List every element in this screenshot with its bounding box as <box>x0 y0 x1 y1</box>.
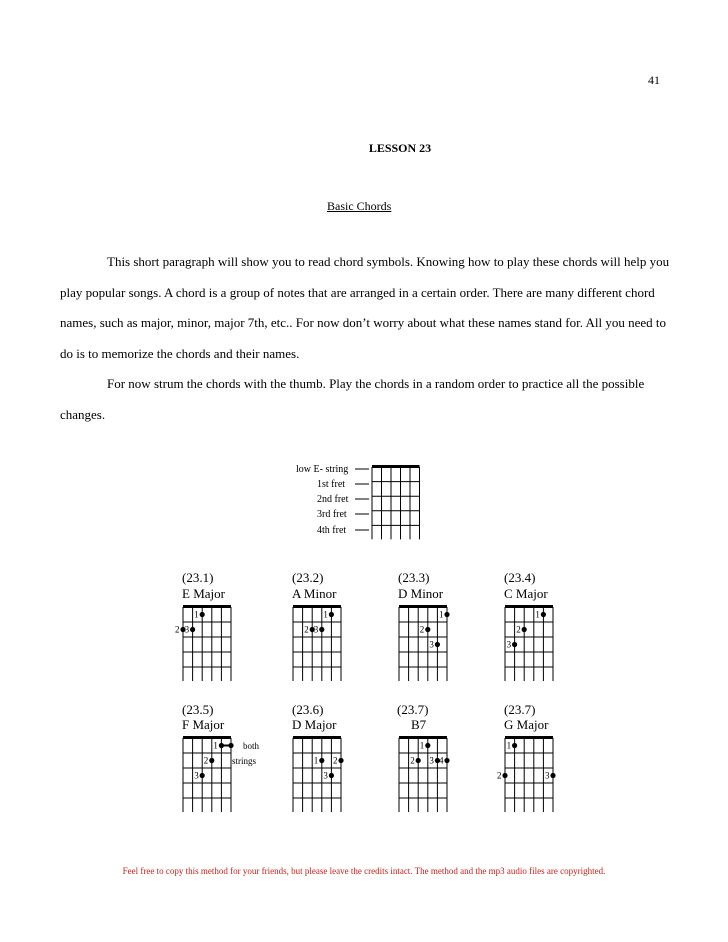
chord-4-dot-2 <box>522 627 527 632</box>
chord-8-dot-3 <box>550 773 555 778</box>
lesson-title-text: LESSON 23 <box>368 141 432 155</box>
legend-grid-nut <box>372 465 420 468</box>
chord-1-number: (23.1) <box>182 570 214 585</box>
chord-4-dot-3 <box>512 642 517 647</box>
chord-8-dot-1 <box>512 743 517 748</box>
chord-1-finger-1: 1 <box>194 609 199 620</box>
chord-7-dot-4 <box>444 758 449 763</box>
chord-1-grid-nut <box>183 605 231 608</box>
chord-6-grid-nut <box>293 736 341 739</box>
chord-2-grid-nut <box>293 605 341 608</box>
chord-2-dot-1 <box>329 612 334 617</box>
chord-4-finger-3: 3 <box>506 639 512 650</box>
chord-2-dot-3 <box>319 627 324 632</box>
chord-6-dot-2 <box>338 758 343 763</box>
subtitle: Basic Chords <box>327 199 392 213</box>
chord-3-finger-2: 2 <box>419 624 425 635</box>
chord-3-finger-1: 1 <box>439 609 444 620</box>
chord-2-finger-1: 1 <box>323 609 328 620</box>
chord-8-dot-2 <box>502 773 507 778</box>
chord-8-number: (23.7) <box>504 702 536 717</box>
chord-1-name: E Major <box>182 586 225 601</box>
chord-4-finger-1: 1 <box>535 609 540 620</box>
chord-5-finger-1: 1 <box>213 740 218 751</box>
chord-4-name: C Major <box>504 586 548 601</box>
page-number: 41 <box>648 73 660 87</box>
chord-2-number: (23.2) <box>292 570 324 585</box>
chord-6-number: (23.6) <box>292 702 324 717</box>
chord-4-finger-2: 2 <box>516 624 521 635</box>
chord-5-dot-3 <box>209 758 214 763</box>
chord-7-finger-3: 3 <box>429 755 434 766</box>
paragraph-2: For now strum the chords with the thumb. Play the chords in a random order to practice all the possible changes. <box>60 376 645 422</box>
chord-4-grid-nut <box>505 605 553 608</box>
chord-7-dot-1 <box>425 743 430 748</box>
chord-7-finger-2: 2 <box>410 755 415 766</box>
chord-4-number: (23.4) <box>504 570 536 585</box>
chord-1-dot-3 <box>190 627 195 632</box>
legend-label-2: 1st fret <box>317 479 346 490</box>
chord-3-grid-nut <box>399 605 447 608</box>
chord-5-note-1: both <box>243 741 260 751</box>
chord-5-grid-nut <box>183 736 231 739</box>
chord-8-finger-1: 1 <box>506 740 512 751</box>
footer-notice: Feel free to copy this method for your friends, but please leave the credits intact. The method and the mp3 audio files are copyrighted. <box>122 866 606 876</box>
chord-3-dot-2 <box>425 627 430 632</box>
chord-1-finger-3: 3 <box>184 624 190 635</box>
chord-1-finger-2: 2 <box>175 624 180 635</box>
legend-label-1: low E- string <box>296 464 349 475</box>
chord-5-finger-3: 2 <box>203 755 209 766</box>
chord-3-finger-3: 3 <box>429 639 434 650</box>
chord-3-dot-1 <box>444 612 449 617</box>
chord-5-number: (23.5) <box>182 702 214 717</box>
chord-7-finger-4: 4 <box>439 755 444 766</box>
chord-7-grid-nut <box>399 736 447 739</box>
chord-3-name: D Minor <box>398 586 444 601</box>
chord-8-grid-nut <box>505 736 553 739</box>
chord-8-finger-2: 2 <box>497 770 502 781</box>
chord-5-name: F Major <box>182 717 225 732</box>
chord-3-number: (23.3) <box>398 570 430 585</box>
legend-label-3: 2nd fret <box>317 494 349 505</box>
chord-8-name: G Major <box>504 717 549 732</box>
chord-6-finger-1: 1 <box>313 755 319 766</box>
chord-7-finger-1: 1 <box>419 740 425 751</box>
chord-2-finger-2: 2 <box>304 624 309 635</box>
paragraph-1: This short paragraph will show you to read chord symbols. Knowing how to play these chords will help you play popular songs. A chord is a group of notes that are arranged in a certain order. There are many different chord names, such as major, minor, major 7th, etc.. For now don’t worry about what these names stand for. All you need to do is to memorize the chords and their names. <box>60 254 670 361</box>
legend-label-5: 4th fret <box>317 525 347 536</box>
chord-4-dot-1 <box>541 612 546 617</box>
chord-5-dot-4 <box>200 773 205 778</box>
chord-6-name: D Major <box>292 717 337 732</box>
chord-5-finger-4: 3 <box>194 770 199 781</box>
chord-3-dot-3 <box>435 642 440 647</box>
chord-2-name: A Minor <box>292 586 337 601</box>
chord-1-dot-1 <box>200 612 205 617</box>
chord-7-number: (23.7) <box>397 702 429 717</box>
chord-6-finger-2: 2 <box>333 755 338 766</box>
legend-label-4: 3rd fret <box>317 509 347 520</box>
chord-6-dot-3 <box>329 773 334 778</box>
chord-6-dot-1 <box>319 758 324 763</box>
chord-5-note-2: strings <box>232 756 257 766</box>
chord-8-finger-3: 3 <box>545 770 550 781</box>
chord-6-finger-3: 3 <box>323 770 328 781</box>
chord-2-finger-3: 3 <box>313 624 319 635</box>
chord-7-dot-2 <box>416 758 421 763</box>
chord-7-name: B7 <box>411 717 427 732</box>
